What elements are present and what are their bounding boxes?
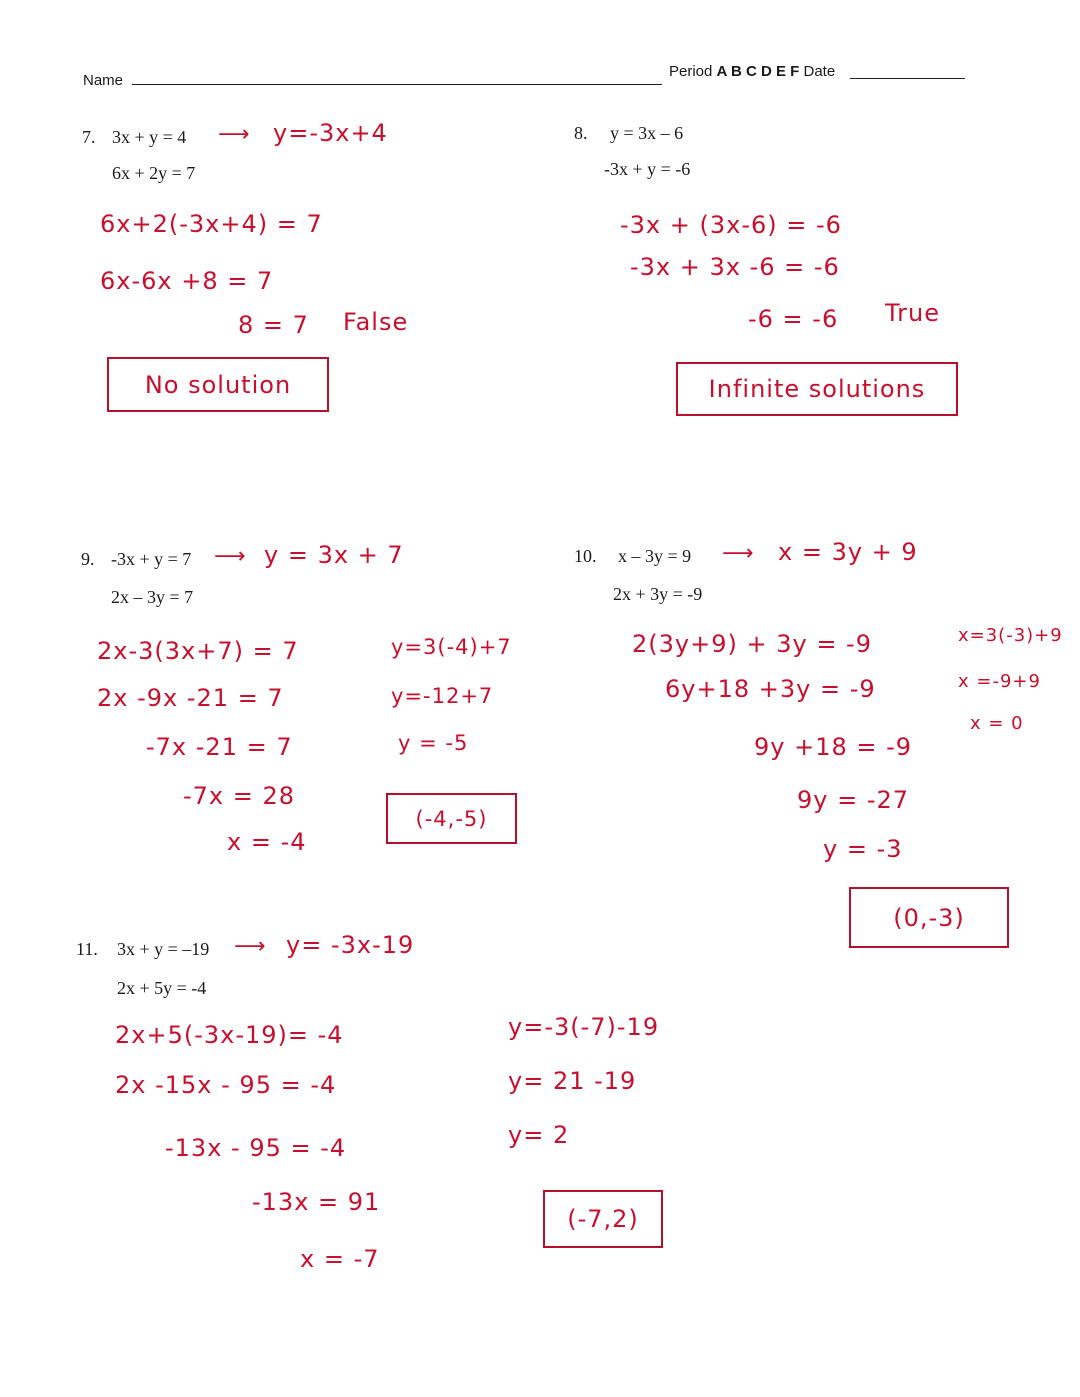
problem-number: 8. <box>574 123 588 143</box>
equation-2: 2x – 3y = 7 <box>111 587 194 607</box>
equation-1: -3x + y = 7 <box>111 549 192 569</box>
verdict: True <box>885 299 940 327</box>
work-step: 8 = 7 <box>238 311 309 339</box>
equation-2: -3x + y = -6 <box>604 159 691 179</box>
date-field[interactable] <box>850 78 965 79</box>
work-step: -3x + 3x -6 = -6 <box>630 253 840 281</box>
answer-box <box>386 793 517 844</box>
equation-2: 2x + 3y = -9 <box>613 584 703 604</box>
work-step: 2(3y+9) + 3y = -9 <box>632 630 872 658</box>
work-step: x = -4 <box>227 828 307 856</box>
work-step: 2x-3(3x+7) = 7 <box>97 637 299 665</box>
answer-box <box>676 362 958 416</box>
work-step: 6x-6x +8 = 7 <box>100 267 274 295</box>
equation-2: 6x + 2y = 7 <box>112 163 196 183</box>
equation-2: 2x + 5y = -4 <box>117 978 207 998</box>
arrow-right-icon: ⟶ <box>722 541 754 566</box>
answer: No solution <box>144 370 292 399</box>
work-step: 2x+5(-3x-19)= -4 <box>115 1021 344 1049</box>
work-step: 2x -9x -21 = 7 <box>97 684 284 712</box>
work-step: 9y = -27 <box>797 786 910 814</box>
side-step: x=3(-3)+9 <box>958 625 1063 646</box>
work-step: -6 = -6 <box>748 305 839 333</box>
work-step: -7x = 28 <box>183 782 296 810</box>
side-step: y=-3(-7)-19 <box>508 1013 660 1041</box>
arrow-right-icon: ⟶ <box>234 934 266 959</box>
work-step: -13x = 91 <box>252 1188 381 1216</box>
arrow-right-icon: ⟶ <box>218 122 250 147</box>
equation-1: y = 3x – 6 <box>610 123 684 143</box>
problem-number: 7. <box>82 127 96 147</box>
answer-box <box>849 887 1009 948</box>
work-step: y = -3 <box>823 835 903 863</box>
name-label: Name <box>83 72 124 89</box>
side-step: y= 21 -19 <box>508 1067 637 1095</box>
work-step: 6y+18 +3y = -9 <box>665 675 876 703</box>
side-step: y= 2 <box>508 1121 570 1149</box>
rewritten-equation: x = 3y + 9 <box>778 538 918 566</box>
problem-number: 9. <box>81 549 95 569</box>
rewritten-equation: y = 3x + 7 <box>264 541 404 569</box>
rewritten-equation: y= -3x-19 <box>286 931 415 959</box>
work-step: -7x -21 = 7 <box>146 733 293 761</box>
equation-1: 3x + y = 4 <box>112 127 187 147</box>
side-step: x =-9+9 <box>958 671 1041 692</box>
answer: (0,-3) <box>893 903 965 932</box>
verdict: False <box>343 308 409 336</box>
answer: (-7,2) <box>567 1205 639 1233</box>
work-step: -13x - 95 = -4 <box>165 1134 347 1162</box>
period-options: A B C D E F <box>716 63 800 80</box>
arrow-right-icon: ⟶ <box>214 544 246 569</box>
name-field[interactable] <box>132 84 662 85</box>
problem-number: 10. <box>574 546 597 566</box>
answer: Infinite solutions <box>708 375 926 403</box>
side-step: y=-12+7 <box>391 684 494 708</box>
answer: (-4,-5) <box>415 806 488 831</box>
period-label: Period <box>669 63 713 80</box>
answer-box <box>107 357 329 412</box>
side-step: y=3(-4)+7 <box>391 635 512 659</box>
answer-box <box>543 1190 663 1248</box>
work-step: -3x + (3x-6) = -6 <box>620 211 842 239</box>
side-step: x = 0 <box>970 713 1024 734</box>
work-step: x = -7 <box>300 1245 380 1273</box>
date-label: Date <box>803 63 836 80</box>
rewritten-equation: y=-3x+4 <box>273 119 388 147</box>
work-step: 6x+2(-3x+4) = 7 <box>100 210 323 238</box>
problem-number: 11. <box>76 939 98 959</box>
equation-1: 3x + y = –19 <box>117 939 210 959</box>
side-step: y = -5 <box>398 731 469 755</box>
period-field <box>669 63 835 80</box>
work-step: 9y +18 = -9 <box>754 733 913 761</box>
equation-1: x – 3y = 9 <box>618 546 692 566</box>
work-step: 2x -15x - 95 = -4 <box>115 1071 337 1099</box>
